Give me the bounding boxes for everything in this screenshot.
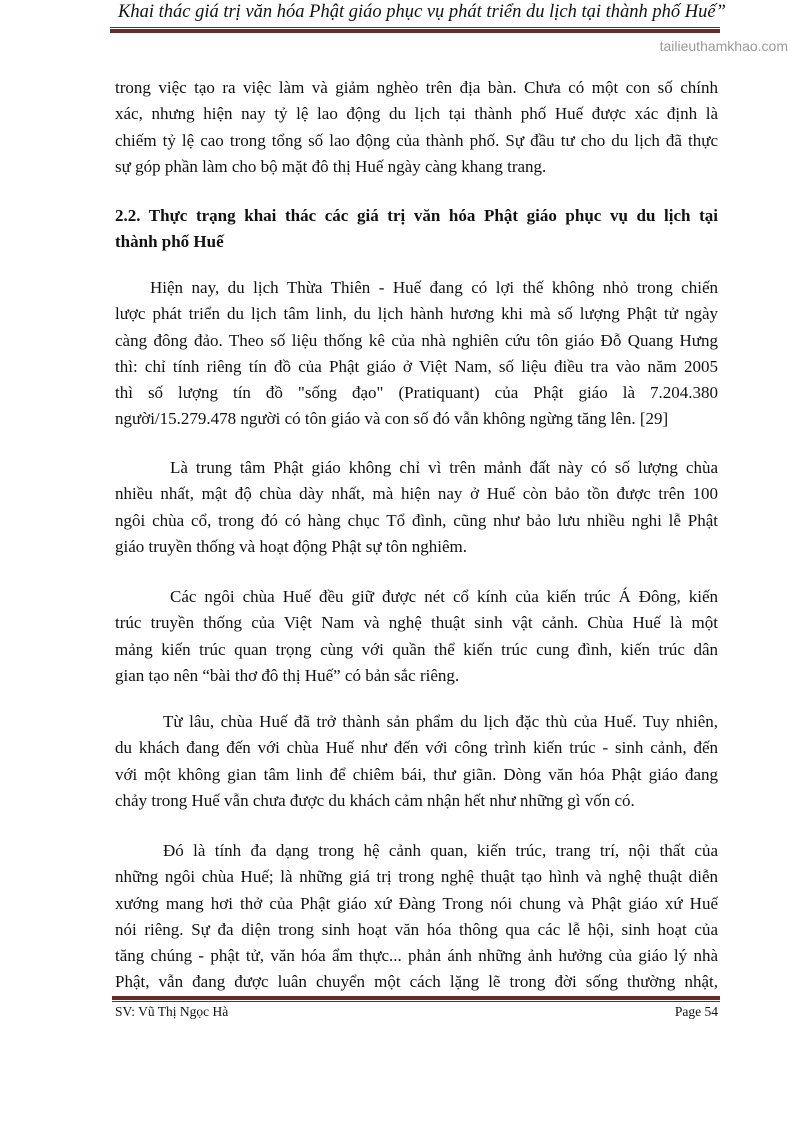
text-line: lược phát triển du lịch tâm linh, du lịch hành hương khi mà số lượng Phật tử ngày [115,304,718,324]
text-line: sự góp phần làm cho bộ mặt đô thị Huế ngày càng khang trang. [115,156,547,176]
text-line: Đó là tính đa dạng trong hệ cảnh quan, kiến trúc, trang trí, nội thất của [163,841,718,860]
heading-line: 2.2. Thực trạng khai thác các giá trị văn hóa Phật giáo phục vụ du lịch tại [115,206,718,225]
text-line: xướng mang hơi thở của Phật giáo xứ Đàng Trong nói chung và Phật giáo xứ Huế [115,893,718,913]
paragraph-5 [115,709,718,814]
text-line: ngôi chùa cổ, trong đó có hàng chục Tổ đình, cũng như bảo lưu nhiều nghi lễ Phật [115,510,718,530]
text-line: Phật, vẫn đang được luân chuyển một cách lặng lẽ trong đời sống thường nhật, [115,972,718,992]
paragraph-1 [115,75,718,180]
paragraph-4 [115,584,718,689]
text-line: trúc truyền thống của Việt Nam và nghệ thuật sinh vật cảnh. Chùa Huế là một [115,613,718,633]
text-line: xác, nhưng hiện nay tỷ lệ lao động du lịch tại thành phố Huế được xác định là [115,104,718,124]
text-line: Là trung tâm Phật giáo không chỉ vì trên mảnh đất này có số lượng chùa [170,458,718,477]
footer-author: SV: Vũ Thị Ngọc Hà [115,1004,229,1019]
heading-line: thành phố Huế [115,232,224,252]
page-number: Page 54 [674,1004,718,1019]
paragraph-2 [115,275,718,433]
watermark: tailieuthamkhao.com [659,38,788,54]
text-line: trong việc tạo ra việc làm và giảm nghèo trên địa bàn. Chưa có một con số chính [115,78,718,97]
text-line: người/15.279.478 người có tôn giáo và con số đó vẫn không ngừng tăng lên. [29] [115,409,669,429]
text-line: Từ lâu, chùa Huế đã trở thành sản phẩm du lịch đặc thù của Huế. Tuy nhiên, [163,712,718,731]
text-line: thì số lượng tín đồ "sống đạo" (Pratiquant) của Phật giáo là 7.204.380 [115,383,718,403]
text-line: thì: chỉ tính riêng tín đồ của Phật giáo ở Việt Nam, số liệu điều tra vào năm 2005 [115,356,718,376]
text-line: chiếm tỷ lệ cao trong tổng số lao động của thành phố. Sự đầu tư cho du lịch đã thực [115,130,718,150]
header-rule-thin [110,27,720,28]
text-line: gian tạo nên “bài thơ đô thị Huế” có bản sắc riêng. [115,665,460,685]
paragraph-6 [115,838,718,996]
header-rule-thick [110,29,720,33]
text-line: những ngôi chùa Huế; là những giá trị trong nghệ thuật tạo hình và nghệ thuật diễn [115,867,718,887]
text-line: Hiện nay, du lịch Thừa Thiên - Huế đang có lợi thế không nhỏ trong chiến [150,278,718,297]
text-line: Các ngôi chùa Huế đều giữ được nét cổ kính của kiến trúc Á Đông, kiến [170,587,718,606]
text-line: du khách đang đến với chùa Huế như đến với công trình kiến trúc - sinh cảnh, đến [115,738,718,758]
running-header: Khai thác giá trị văn hóa Phật giáo phục vụ phát triển du lịch tại thành phố Huế” [118,2,726,22]
text-line: tăng chúng - phật tử, văn hóa ẩm thực... phản ánh những ảnh hưởng của giáo lý nhà [115,946,718,966]
text-line: mảng kiến trúc quan trọng cùng với quần thể kiến trúc cung đình, kiến trúc dân [115,639,718,659]
text-line: càng đông đảo. Theo số liệu thống kê của nhà nghiên cứu tôn giáo Đỗ Quang Hưng [115,330,718,350]
section-heading [115,203,718,256]
footer-rule-thick [112,996,720,1000]
text-line: với một không gian tâm linh để chiêm bái, thư giãn. Dòng văn hóa Phật giáo đang [115,764,718,784]
text-line: nhiều nhất, mật độ chùa dày nhất, mà hiện nay ở Huế còn bảo tồn được trên 100 [115,484,718,504]
paragraph-3 [115,455,718,560]
text-line: chảy trong Huế vẫn chưa được du khách cảm nhận hết như những gì vốn có. [115,790,635,810]
text-line: giáo truyền thống và hoạt động Phật sự tôn nghiêm. [115,536,468,556]
text-line: nói riêng. Sự đa diện trong sinh hoạt văn hóa thông qua các lễ hội, sinh hoạt của [115,919,718,939]
footer-rule-thin [112,1001,720,1002]
